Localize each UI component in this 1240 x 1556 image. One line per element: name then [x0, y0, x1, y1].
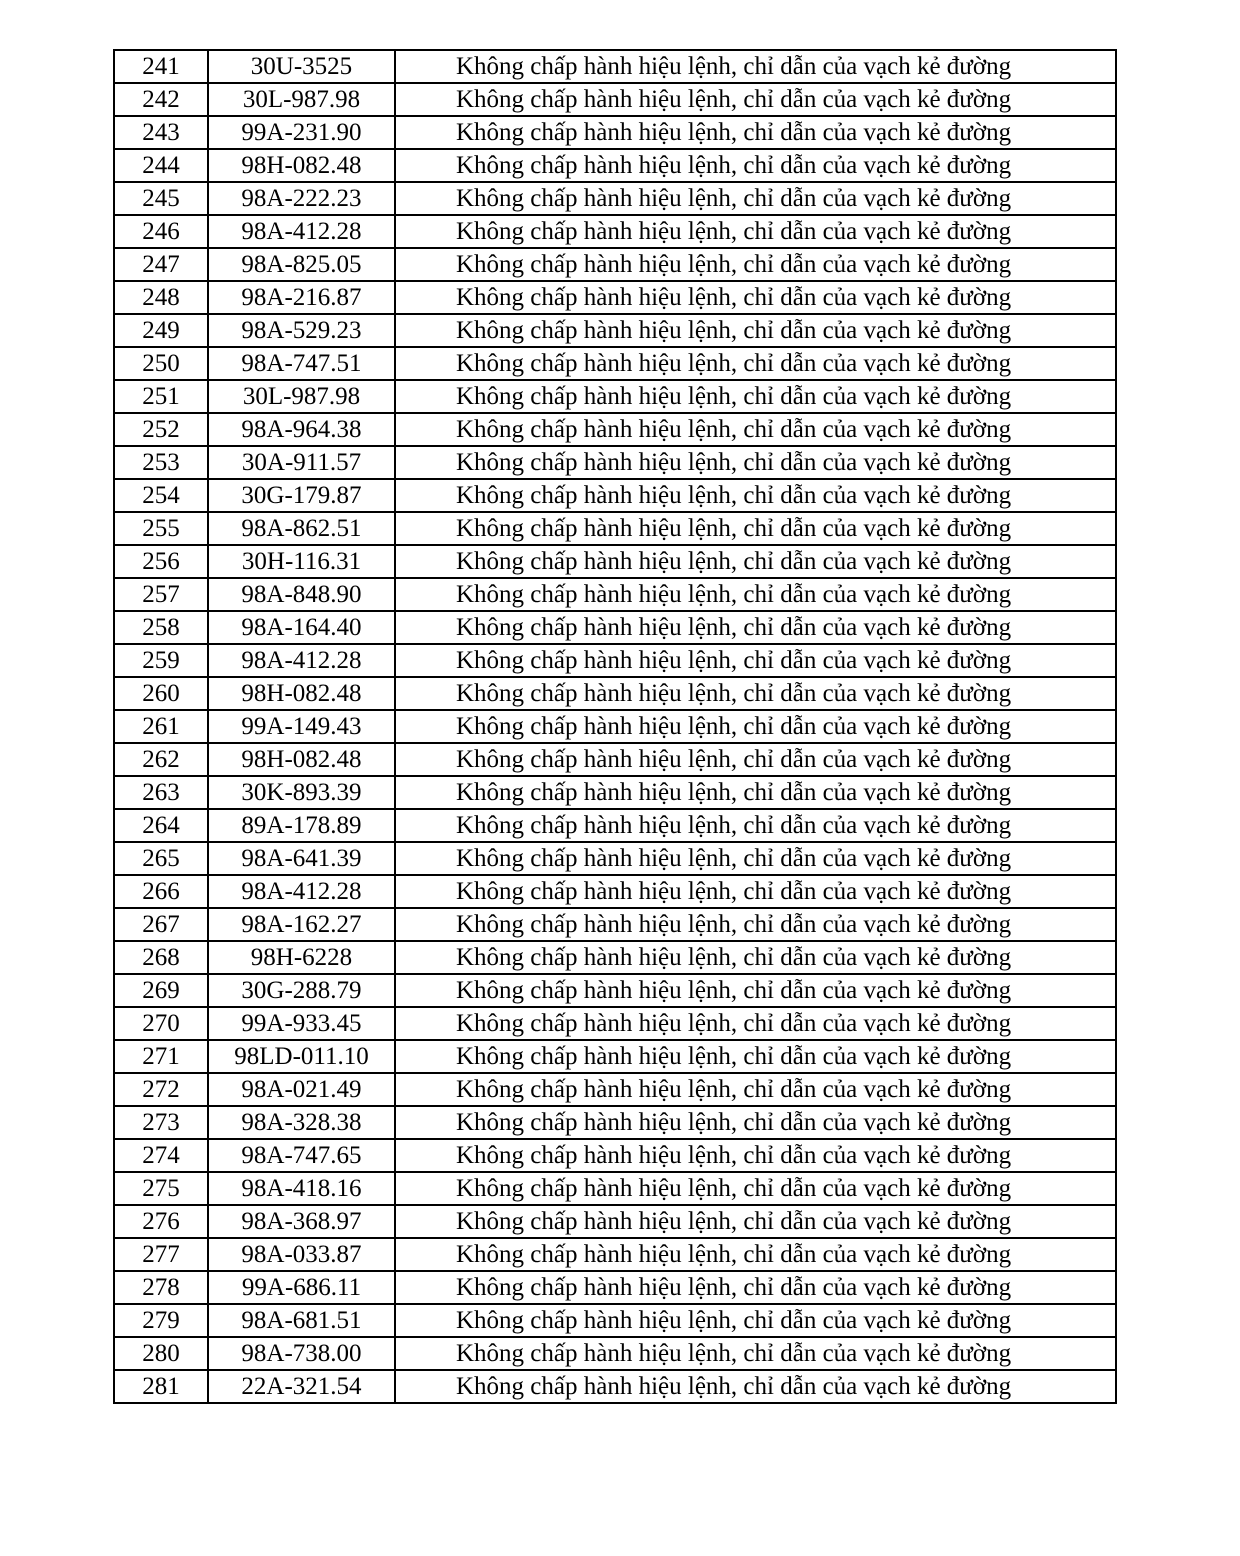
violation-cell: Không chấp hành hiệu lệnh, chỉ dẫn của vạch kẻ đường — [395, 1073, 1116, 1106]
row-number-cell: 255 — [114, 512, 208, 545]
table-row — [114, 116, 1116, 149]
violation-cell: Không chấp hành hiệu lệnh, chỉ dẫn của vạch kẻ đường — [395, 908, 1116, 941]
violations-table-body — [114, 50, 1116, 1403]
row-number-cell: 258 — [114, 611, 208, 644]
table-row — [114, 677, 1116, 710]
violation-cell: Không chấp hành hiệu lệnh, chỉ dẫn của vạch kẻ đường — [395, 182, 1116, 215]
license-plate-cell: 98A-164.40 — [208, 611, 395, 644]
table-row — [114, 743, 1116, 776]
row-number-cell: 260 — [114, 677, 208, 710]
row-number-cell: 275 — [114, 1172, 208, 1205]
row-number-cell: 249 — [114, 314, 208, 347]
table-row — [114, 347, 1116, 380]
violation-cell: Không chấp hành hiệu lệnh, chỉ dẫn của vạch kẻ đường — [395, 281, 1116, 314]
table-row — [114, 1271, 1116, 1304]
table-row — [114, 83, 1116, 116]
row-number-cell: 279 — [114, 1304, 208, 1337]
license-plate-cell: 98A-216.87 — [208, 281, 395, 314]
row-number-cell: 242 — [114, 83, 208, 116]
violation-cell: Không chấp hành hiệu lệnh, chỉ dẫn của vạch kẻ đường — [395, 1370, 1116, 1403]
license-plate-cell: 98A-418.16 — [208, 1172, 395, 1205]
violation-cell: Không chấp hành hiệu lệnh, chỉ dẫn của vạch kẻ đường — [395, 1040, 1116, 1073]
row-number-cell: 268 — [114, 941, 208, 974]
license-plate-cell: 99A-933.45 — [208, 1007, 395, 1040]
license-plate-cell: 98H-082.48 — [208, 677, 395, 710]
violation-cell: Không chấp hành hiệu lệnh, chỉ dẫn của vạch kẻ đường — [395, 479, 1116, 512]
row-number-cell: 280 — [114, 1337, 208, 1370]
table-row — [114, 1007, 1116, 1040]
row-number-cell: 257 — [114, 578, 208, 611]
table-row — [114, 974, 1116, 1007]
license-plate-cell: 98H-082.48 — [208, 149, 395, 182]
row-number-cell: 254 — [114, 479, 208, 512]
table-row — [114, 908, 1116, 941]
table-row — [114, 842, 1116, 875]
table-row — [114, 380, 1116, 413]
row-number-cell: 278 — [114, 1271, 208, 1304]
license-plate-cell: 98H-082.48 — [208, 743, 395, 776]
violation-cell: Không chấp hành hiệu lệnh, chỉ dẫn của vạch kẻ đường — [395, 1205, 1116, 1238]
row-number-cell: 272 — [114, 1073, 208, 1106]
row-number-cell: 243 — [114, 116, 208, 149]
license-plate-cell: 98A-529.23 — [208, 314, 395, 347]
violation-cell: Không chấp hành hiệu lệnh, chỉ dẫn của vạch kẻ đường — [395, 1271, 1116, 1304]
table-row — [114, 413, 1116, 446]
row-number-cell: 264 — [114, 809, 208, 842]
table-row — [114, 149, 1116, 182]
table-row — [114, 479, 1116, 512]
violation-cell: Không chấp hành hiệu lệnh, chỉ dẫn của vạch kẻ đường — [395, 1238, 1116, 1271]
violation-cell: Không chấp hành hiệu lệnh, chỉ dẫn của vạch kẻ đường — [395, 512, 1116, 545]
table-row — [114, 545, 1116, 578]
table-row — [114, 809, 1116, 842]
violation-cell: Không chấp hành hiệu lệnh, chỉ dẫn của vạch kẻ đường — [395, 974, 1116, 1007]
license-plate-cell: 98A-825.05 — [208, 248, 395, 281]
license-plate-cell: 22A-321.54 — [208, 1370, 395, 1403]
violation-cell: Không chấp hành hiệu lệnh, chỉ dẫn của vạch kẻ đường — [395, 83, 1116, 116]
table-row — [114, 611, 1116, 644]
table-row — [114, 1073, 1116, 1106]
license-plate-cell: 98A-848.90 — [208, 578, 395, 611]
row-number-cell: 256 — [114, 545, 208, 578]
violation-cell: Không chấp hành hiệu lệnh, chỉ dẫn của vạch kẻ đường — [395, 611, 1116, 644]
row-number-cell: 241 — [114, 50, 208, 83]
license-plate-cell: 98A-862.51 — [208, 512, 395, 545]
violation-cell: Không chấp hành hiệu lệnh, chỉ dẫn của vạch kẻ đường — [395, 1007, 1116, 1040]
license-plate-cell: 98A-328.38 — [208, 1106, 395, 1139]
row-number-cell: 271 — [114, 1040, 208, 1073]
violation-cell: Không chấp hành hiệu lệnh, chỉ dẫn của vạch kẻ đường — [395, 842, 1116, 875]
violation-cell: Không chấp hành hiệu lệnh, chỉ dẫn của vạch kẻ đường — [395, 347, 1116, 380]
table-row — [114, 1238, 1116, 1271]
row-number-cell: 277 — [114, 1238, 208, 1271]
violation-cell: Không chấp hành hiệu lệnh, chỉ dẫn của vạch kẻ đường — [395, 446, 1116, 479]
row-number-cell: 250 — [114, 347, 208, 380]
table-row — [114, 644, 1116, 677]
row-number-cell: 276 — [114, 1205, 208, 1238]
license-plate-cell: 98A-368.97 — [208, 1205, 395, 1238]
license-plate-cell: 98A-412.28 — [208, 875, 395, 908]
table-row — [114, 1139, 1116, 1172]
violation-cell: Không chấp hành hiệu lệnh, chỉ dẫn của vạch kẻ đường — [395, 644, 1116, 677]
violation-cell: Không chấp hành hiệu lệnh, chỉ dẫn của vạch kẻ đường — [395, 149, 1116, 182]
table-row — [114, 50, 1116, 83]
license-plate-cell: 89A-178.89 — [208, 809, 395, 842]
violation-cell: Không chấp hành hiệu lệnh, chỉ dẫn của vạch kẻ đường — [395, 50, 1116, 83]
violations-table — [113, 49, 1117, 1404]
violation-cell: Không chấp hành hiệu lệnh, chỉ dẫn của vạch kẻ đường — [395, 578, 1116, 611]
row-number-cell: 253 — [114, 446, 208, 479]
row-number-cell: 265 — [114, 842, 208, 875]
table-row — [114, 578, 1116, 611]
violation-cell: Không chấp hành hiệu lệnh, chỉ dẫn của vạch kẻ đường — [395, 116, 1116, 149]
violation-cell: Không chấp hành hiệu lệnh, chỉ dẫn của vạch kẻ đường — [395, 215, 1116, 248]
violation-cell: Không chấp hành hiệu lệnh, chỉ dẫn của vạch kẻ đường — [395, 875, 1116, 908]
row-number-cell: 248 — [114, 281, 208, 314]
license-plate-cell: 98A-021.49 — [208, 1073, 395, 1106]
license-plate-cell: 99A-686.11 — [208, 1271, 395, 1304]
row-number-cell: 262 — [114, 743, 208, 776]
violation-cell: Không chấp hành hiệu lệnh, chỉ dẫn của vạch kẻ đường — [395, 1172, 1116, 1205]
table-row — [114, 710, 1116, 743]
table-row — [114, 1370, 1116, 1403]
license-plate-cell: 30K-893.39 — [208, 776, 395, 809]
table-row — [114, 1106, 1116, 1139]
license-plate-cell: 30G-179.87 — [208, 479, 395, 512]
row-number-cell: 263 — [114, 776, 208, 809]
table-row — [114, 1304, 1116, 1337]
license-plate-cell: 30L-987.98 — [208, 83, 395, 116]
license-plate-cell: 98A-738.00 — [208, 1337, 395, 1370]
license-plate-cell: 98A-162.27 — [208, 908, 395, 941]
license-plate-cell: 30L-987.98 — [208, 380, 395, 413]
table-row — [114, 1172, 1116, 1205]
violation-cell: Không chấp hành hiệu lệnh, chỉ dẫn của vạch kẻ đường — [395, 545, 1116, 578]
table-row — [114, 1205, 1116, 1238]
row-number-cell: 267 — [114, 908, 208, 941]
license-plate-cell: 98A-747.51 — [208, 347, 395, 380]
row-number-cell: 281 — [114, 1370, 208, 1403]
license-plate-cell: 30U-3525 — [208, 50, 395, 83]
license-plate-cell: 99A-231.90 — [208, 116, 395, 149]
violation-cell: Không chấp hành hiệu lệnh, chỉ dẫn của vạch kẻ đường — [395, 1106, 1116, 1139]
table-row — [114, 314, 1116, 347]
violation-cell: Không chấp hành hiệu lệnh, chỉ dẫn của vạch kẻ đường — [395, 809, 1116, 842]
row-number-cell: 261 — [114, 710, 208, 743]
license-plate-cell: 98A-641.39 — [208, 842, 395, 875]
license-plate-cell: 30A-911.57 — [208, 446, 395, 479]
license-plate-cell: 98A-033.87 — [208, 1238, 395, 1271]
violation-cell: Không chấp hành hiệu lệnh, chỉ dẫn của vạch kẻ đường — [395, 1304, 1116, 1337]
violation-cell: Không chấp hành hiệu lệnh, chỉ dẫn của vạch kẻ đường — [395, 677, 1116, 710]
license-plate-cell: 98A-222.23 — [208, 182, 395, 215]
license-plate-cell: 30G-288.79 — [208, 974, 395, 1007]
table-row — [114, 941, 1116, 974]
row-number-cell: 270 — [114, 1007, 208, 1040]
license-plate-cell: 98A-412.28 — [208, 644, 395, 677]
row-number-cell: 246 — [114, 215, 208, 248]
violation-cell: Không chấp hành hiệu lệnh, chỉ dẫn của vạch kẻ đường — [395, 710, 1116, 743]
license-plate-cell: 98A-412.28 — [208, 215, 395, 248]
table-row — [114, 182, 1116, 215]
violation-cell: Không chấp hành hiệu lệnh, chỉ dẫn của vạch kẻ đường — [395, 1139, 1116, 1172]
row-number-cell: 247 — [114, 248, 208, 281]
row-number-cell: 245 — [114, 182, 208, 215]
license-plate-cell: 98A-964.38 — [208, 413, 395, 446]
violation-cell: Không chấp hành hiệu lệnh, chỉ dẫn của vạch kẻ đường — [395, 314, 1116, 347]
violation-cell: Không chấp hành hiệu lệnh, chỉ dẫn của vạch kẻ đường — [395, 941, 1116, 974]
table-row — [114, 215, 1116, 248]
license-plate-cell: 98A-747.65 — [208, 1139, 395, 1172]
violation-cell: Không chấp hành hiệu lệnh, chỉ dẫn của vạch kẻ đường — [395, 413, 1116, 446]
table-row — [114, 776, 1116, 809]
row-number-cell: 266 — [114, 875, 208, 908]
violation-cell: Không chấp hành hiệu lệnh, chỉ dẫn của vạch kẻ đường — [395, 248, 1116, 281]
violation-cell: Không chấp hành hiệu lệnh, chỉ dẫn của vạch kẻ đường — [395, 380, 1116, 413]
row-number-cell: 274 — [114, 1139, 208, 1172]
row-number-cell: 269 — [114, 974, 208, 1007]
row-number-cell: 251 — [114, 380, 208, 413]
row-number-cell: 252 — [114, 413, 208, 446]
violation-cell: Không chấp hành hiệu lệnh, chỉ dẫn của vạch kẻ đường — [395, 1337, 1116, 1370]
table-row — [114, 875, 1116, 908]
table-row — [114, 281, 1116, 314]
license-plate-cell: 98H-6228 — [208, 941, 395, 974]
row-number-cell: 273 — [114, 1106, 208, 1139]
violation-cell: Không chấp hành hiệu lệnh, chỉ dẫn của vạch kẻ đường — [395, 776, 1116, 809]
license-plate-cell: 30H-116.31 — [208, 545, 395, 578]
license-plate-cell: 99A-149.43 — [208, 710, 395, 743]
table-row — [114, 248, 1116, 281]
violation-cell: Không chấp hành hiệu lệnh, chỉ dẫn của vạch kẻ đường — [395, 743, 1116, 776]
row-number-cell: 244 — [114, 149, 208, 182]
table-row — [114, 446, 1116, 479]
license-plate-cell: 98A-681.51 — [208, 1304, 395, 1337]
table-row — [114, 1040, 1116, 1073]
license-plate-cell: 98LD-011.10 — [208, 1040, 395, 1073]
table-row — [114, 512, 1116, 545]
row-number-cell: 259 — [114, 644, 208, 677]
table-row — [114, 1337, 1116, 1370]
